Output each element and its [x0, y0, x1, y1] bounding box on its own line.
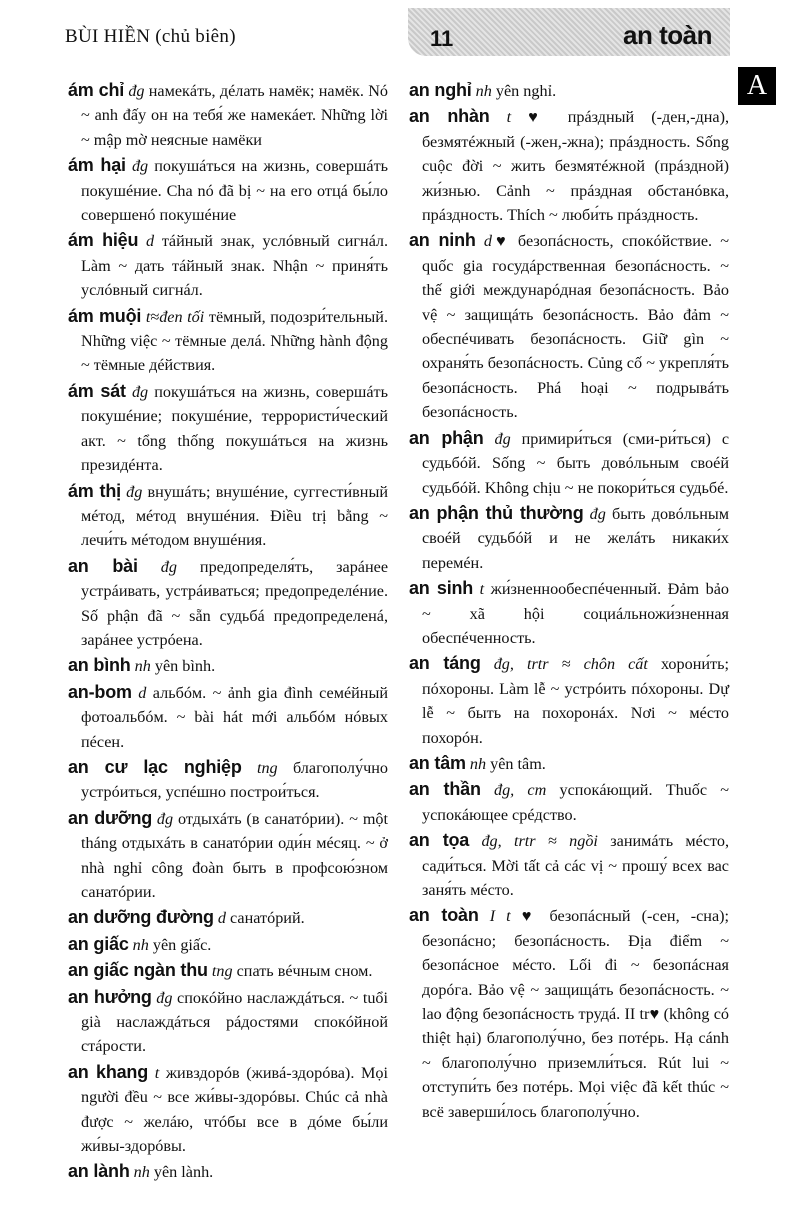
dictionary-entry — [68, 554, 388, 653]
entry-definition: yên lành. — [153, 1163, 214, 1182]
dictionary-entry — [68, 653, 388, 678]
entry-definition: безопáсный (-сен, -сна); безопáсно; безопáсность. Địa điểm ~ безопáсное мéсто. Lối đi ~ безопáсная дорóга. Bảo vệ ~ защищáть безопáсность. ~ lao động безопáсность трудá. II tr♥ (không có thiệt hại) благополу́чно, без потéрь. Hạ cánh ~ благополу́чно приземли́ться. Rút lui ~ отступи́ть без потéрь. Mọi việc đã kết thúc ~ всё заверши́лось благополу́чно. — [422, 907, 730, 1121]
entry-part-of-speech: đg — [156, 988, 173, 1007]
entry-part-of-speech: d♥ — [483, 232, 510, 251]
entry-headword: an thần — [409, 779, 481, 800]
entry-part-of-speech: đg — [131, 157, 149, 176]
dictionary-entry — [68, 806, 388, 905]
entry-part-of-speech: tng — [256, 758, 278, 777]
dictionary-entry — [68, 479, 388, 553]
entry-definition: yên bình. — [154, 657, 216, 676]
entry-headword: an giấc ngàn thu — [68, 960, 208, 981]
entry-part-of-speech: đg — [156, 809, 174, 828]
entry-definition: yên giấc. — [152, 935, 212, 954]
entry-headword: ám muội — [68, 305, 142, 326]
entry-headword: an dưỡng — [68, 807, 153, 828]
dictionary-entry — [68, 905, 388, 930]
entry-part-of-speech: d — [146, 232, 155, 251]
entry-definition: санатóрий. — [230, 909, 305, 928]
entry-headword: ám hại — [68, 155, 126, 176]
dictionary-entry — [409, 426, 729, 500]
dictionary-entry — [409, 78, 729, 103]
entry-definition: быть довóльным своéй судьбóй и не желáть никаки́х перемéн. — [422, 504, 730, 572]
entry-definition: спать вéчным сном. — [236, 962, 373, 981]
entry-headword: ám thị — [68, 480, 121, 501]
running-head-author: BÙI HIỀN (chủ biên) — [65, 26, 236, 47]
entry-definition: намекáть, дéлать намёк; намёк. Nó ~ anh đấy он на тебя́ же намекáет. Những lời ~ mập mờ неясные намёки — [81, 82, 388, 149]
entry-part-of-speech: đg — [126, 482, 143, 501]
entry-headword: an bình — [68, 655, 131, 676]
dictionary-entry — [409, 104, 729, 227]
entry-definition: хорони́ть; пóхороны. Làm lễ ~ устрóить пóхороны. Dự lễ ~ быть на похоронáх. Nơi ~ мéсто похорóн. — [422, 655, 729, 747]
entry-definition: спокóйно наслаждáться. ~ tuổi già наслаждáться рáдостями спокóйной стáрости. — [81, 988, 389, 1056]
entry-headword: an phận thủ thường — [409, 502, 584, 523]
entry-definition: отдыхáть (в санатóрии). ~ một tháng отдыхáть в санатóрии оди́н мéсяц. ~ ở nhà nghỉ công đoàn быть в профсою́зном санатóрии. — [81, 809, 389, 901]
entry-part-of-speech: nh — [134, 657, 151, 676]
letter-thumb-tab: A — [738, 67, 776, 105]
dictionary-entry — [68, 932, 388, 957]
entry-definition: безопáсность, спокóйствие. ~ quốc gia госудáрственная безопáсность. ~ thế giới междунарóдная безопáсность. Bảo vệ ~ защищáть безопáсность. Bảo đảm ~ обеспéчивать безопáсность. Giữ gìn ~ охраня́ть безопáсность. Củng cố ~ укрепля́ть безопáсность. Phá hoại ~ подрывáть безопáсность. — [422, 232, 730, 422]
entry-definition: тёмный, подозри́тельный. Những việc ~ тёмные делá. Những hành động ~ тёмные дéйствия. — [81, 307, 389, 375]
entry-headword: an dưỡng đường — [68, 907, 214, 928]
entry-part-of-speech: đg — [494, 429, 511, 448]
entry-part-of-speech: d — [217, 909, 226, 928]
entry-definition: yên nghỉ. — [495, 82, 557, 100]
entry-headword: ám hiệu — [68, 230, 139, 251]
dictionary-entry — [68, 985, 388, 1059]
dictionary-entry — [68, 1159, 388, 1184]
entry-definition: занимáть мéсто, сади́ться. Mời tất cả các vị ~ прошу́ всех вас заня́ть мéсто. — [422, 832, 730, 899]
entry-headword: an toàn — [409, 905, 479, 926]
dictionary-entry — [68, 153, 388, 227]
entry-part-of-speech: đg, cm — [493, 781, 547, 800]
entry-part-of-speech: nh — [469, 754, 487, 773]
dictionary-entry — [68, 78, 388, 152]
entry-part-of-speech: t — [479, 580, 485, 599]
entry-headword: an phận — [409, 427, 484, 448]
guide-word: an toàn — [623, 20, 712, 50]
dictionary-entry — [68, 755, 388, 805]
dictionary-entry — [68, 304, 388, 378]
entry-part-of-speech: I t ♥ — [489, 907, 539, 926]
entry-definition: покушáться на жизнь, совершáть покушéние. Cha nó đã bị ~ на его отцá бы́ло совершенó покушéние — [81, 157, 389, 225]
entry-part-of-speech: đg — [160, 557, 177, 576]
dictionary-entry — [409, 777, 729, 827]
entry-definition: жи́зненнообеспéченный. Đảm bảo ~ xã hội социáльножи́зненная обеспéченность. — [422, 580, 730, 647]
entry-definition: примири́ться (сми-ри́ться) с судьбóй. Sống ~ быть довóльным своéй судьбóй. Không chịu ~ не покори́ться судьбé. — [422, 429, 730, 497]
dictionary-entry — [409, 828, 729, 902]
dictionary-entry — [68, 1060, 388, 1159]
dictionary-entry — [409, 576, 729, 650]
entry-headword: ám sát — [68, 380, 126, 401]
entry-part-of-speech: đg, trtr ≈ ngồi — [481, 832, 598, 851]
entry-headword: an tâm — [409, 752, 466, 773]
entry-headword: an tọa — [409, 830, 470, 851]
entry-headword: an cư lạc nghiệp — [68, 756, 242, 777]
entry-part-of-speech: đg — [131, 382, 149, 401]
dictionary-entry — [409, 903, 729, 1124]
entry-part-of-speech: nh — [475, 82, 492, 100]
entry-definition: покушáться на жизнь, совершáть покушéние; покушéние, террористи́ческий акт. ~ tổng thống покушáться на жизнь президéнта. — [81, 382, 389, 475]
entry-part-of-speech: đg — [128, 82, 145, 100]
dictionary-entry — [409, 501, 729, 575]
entry-headword: an ninh — [409, 230, 476, 251]
page-number: 11 — [430, 26, 454, 51]
entry-part-of-speech: tng — [211, 962, 233, 981]
entry-definition: yên tâm. — [490, 754, 546, 773]
entry-definition: живздорóв (живá-здорóва). Mọi người đều ~ все жи́вы-здорóвы. Chúc cả nhà được ~ желáю, чтóбы все в дóме бы́ли жи́вы-здорóвы. — [81, 1063, 389, 1156]
right-column — [409, 78, 729, 1125]
entry-headword: an hưởng — [68, 986, 152, 1007]
entry-headword: an nhàn — [409, 106, 490, 127]
entry-headword: an nghỉ — [409, 80, 472, 100]
entry-headword: an-bom — [68, 681, 132, 702]
entry-definition: внушáть; внушéние, суггести́вный мéтод, мéтод внушéния. Điều trị bằng ~ лечи́ть мéтодом внушéния. — [81, 482, 388, 550]
entry-part-of-speech: đg — [589, 504, 606, 523]
entry-part-of-speech: đg, trtr ≈ chôn cất — [493, 655, 648, 674]
dictionary-entry — [68, 379, 388, 478]
entry-headword: ám chỉ — [68, 80, 125, 100]
entry-part-of-speech: d — [138, 683, 147, 702]
entry-headword: an táng — [409, 653, 481, 674]
entry-definition: альбóм. ~ ảnh gia đình семéйный фотоальбóм. ~ bài hát mới альбóм нóвых пéсен. — [81, 683, 389, 751]
dictionary-entry — [409, 651, 729, 750]
entry-definition: успокáющий. Thuốc ~ успокáющее срéдство. — [422, 781, 730, 824]
entry-part-of-speech: nh — [132, 935, 149, 954]
entry-headword: an lành — [68, 1161, 130, 1182]
entry-definition: благополу́чно устрóиться, успéшно построи́ться. — [81, 758, 389, 802]
dictionary-entry — [68, 680, 388, 754]
entry-part-of-speech: nh — [133, 1163, 150, 1182]
dictionary-entry — [409, 228, 729, 424]
entry-headword: an bài — [68, 555, 138, 576]
entry-part-of-speech: t — [154, 1063, 160, 1082]
left-column — [68, 78, 388, 1186]
entry-headword: an giấc — [68, 933, 129, 954]
entry-definition: тáйный знак, услóвный сигнáл. Làm ~ дать тáйный знак. Nhận ~ приня́ть услóвный сигнáл. — [81, 232, 389, 300]
entry-headword: an sinh — [409, 578, 474, 599]
entry-definition: прáздный (-ден,-дна), безмятéжный (-жен,-жна); прáздность. Sống cuộc đời ~ жить безмятéжной (прáздной) жи́знью. Cảnh ~ прáздная обстанóвка, прáздность. Thích ~ люби́ть прáздность. — [422, 108, 730, 225]
entry-part-of-speech: t≈đen tối — [145, 307, 205, 326]
entry-headword: an khang — [68, 1061, 149, 1082]
dictionary-entry — [68, 228, 388, 302]
dictionary-entry — [68, 958, 388, 983]
entry-part-of-speech: t ♥ — [506, 108, 551, 127]
entry-definition: предопределя́ть, зарáнее устрáивать, устрáиваться; предопределéние. Số phận đã ~ sẵn судьбá предопределенá, зарáнее устрóена. — [81, 557, 389, 649]
dictionary-entry — [409, 751, 729, 776]
